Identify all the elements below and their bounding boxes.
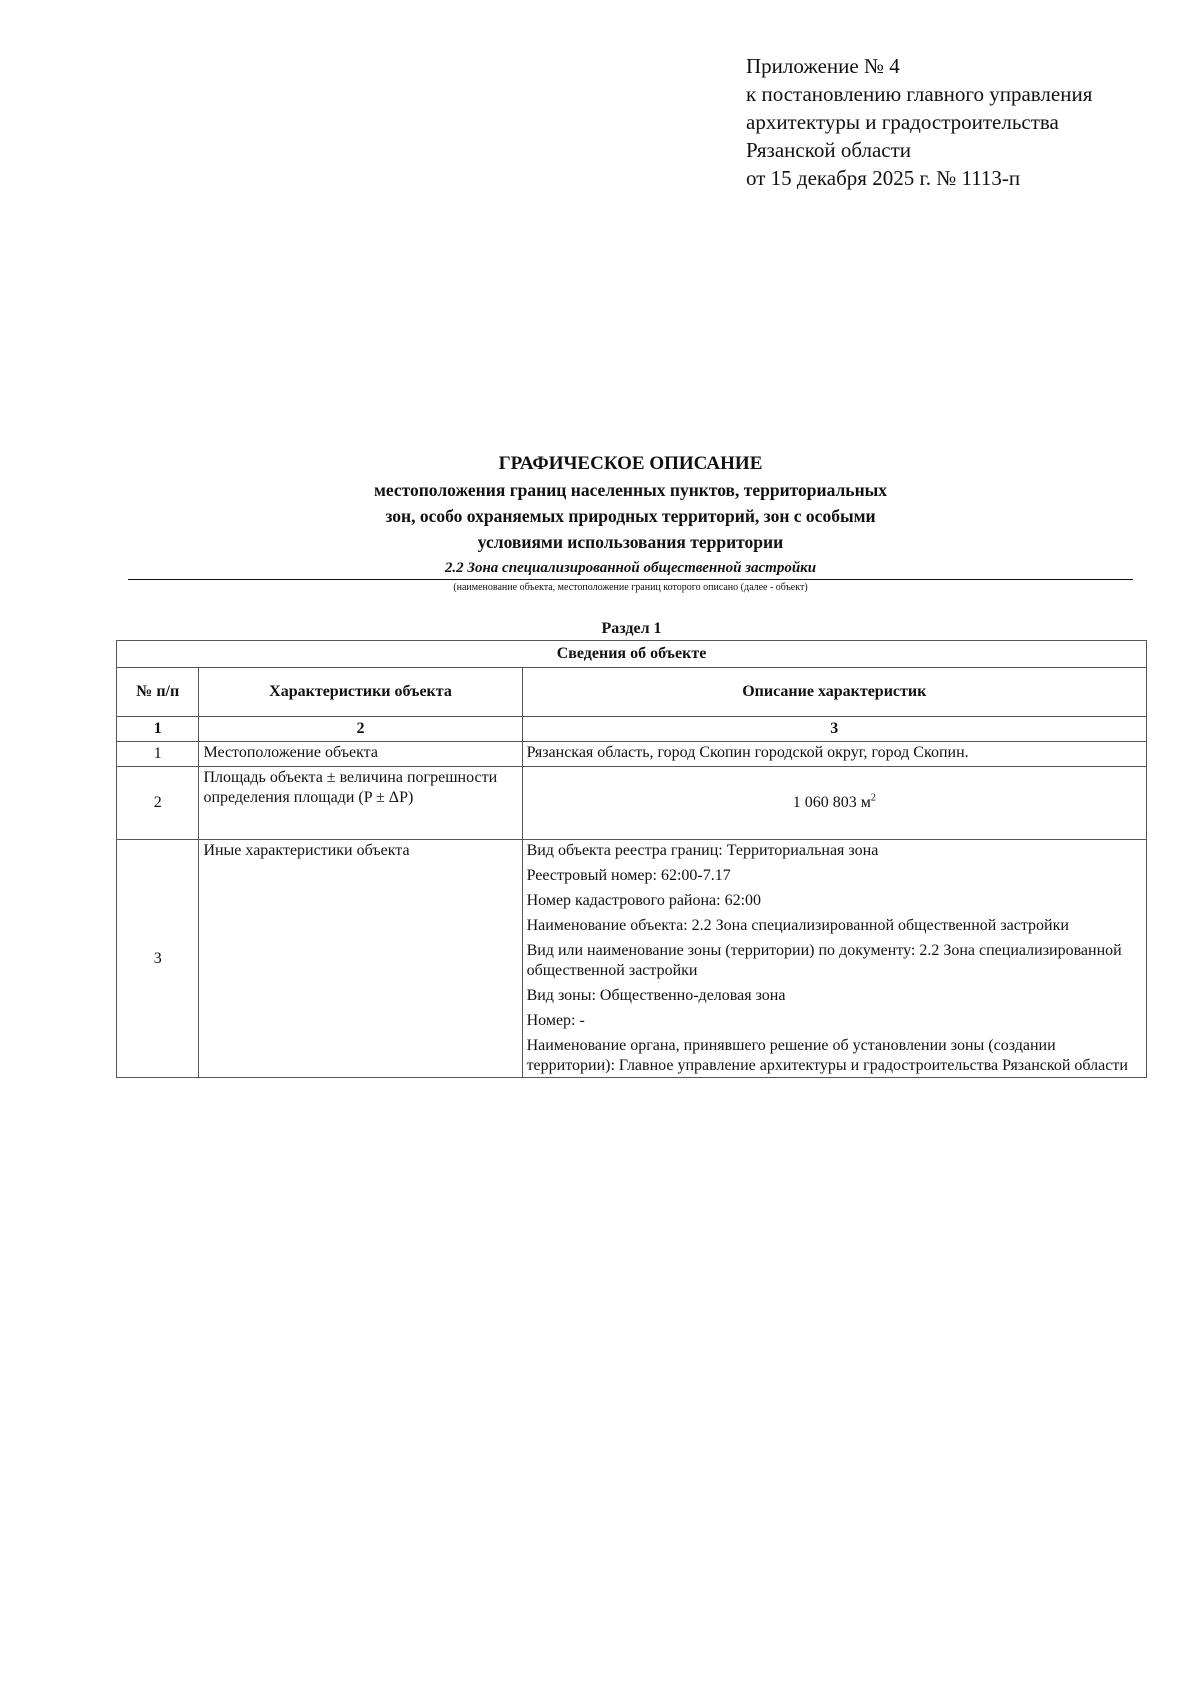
table-header-row [117, 668, 1147, 717]
column-header-number: № п/п [117, 668, 199, 717]
table-row [117, 742, 1147, 767]
column-header-description: Описание характеристик [522, 668, 1146, 717]
document-subtitle-line: местоположения границ населенных пунктов, территориальных [373, 480, 888, 500]
row-characteristic: Местоположение объекта [199, 742, 522, 767]
description-line: Вид или наименование зоны (территории) по документу: 2.2 Зона специализированной общественной застройки [526, 942, 1122, 979]
document-title: ГРАФИЧЕСКОЕ ОПИСАНИЕ [498, 453, 763, 474]
object-info-table [116, 640, 1147, 1078]
row-number: 2 [117, 767, 199, 840]
description-line: Наименование органа, принявшего решение об установлении зоны (создании территории): Главное управление архитектуры и градостроительства Рязанской области [526, 1037, 1128, 1074]
object-name-caption: (наименование объекта, местоположение границ которого описано (далее - объект) [453, 582, 808, 593]
description-line: Наименование объекта: 2.2 Зона специализированной общественной застройки [526, 917, 1069, 934]
appendix-line: к постановлению главного управления [746, 82, 1093, 106]
column-number: 1 [117, 717, 199, 742]
table-row [117, 840, 1147, 1078]
document-subtitle-line: зон, особо охраняемых природных территорий, зон с особыми [385, 506, 876, 526]
document-subtitle-line: условиями использования территории [477, 532, 784, 552]
appendix-line: Приложение № 4 [746, 54, 900, 78]
row-description [522, 840, 1146, 1078]
table-title: Сведения об объекте [117, 641, 1147, 668]
row-characteristic: Иные характеристики объекта [199, 840, 522, 1078]
table-row [117, 767, 1147, 840]
column-header-characteristic: Характеристики объекта [199, 668, 522, 717]
column-number: 2 [199, 717, 522, 742]
appendix-header [746, 52, 1092, 192]
object-name: 2.2 Зона специализированной общественной застройки [444, 560, 817, 576]
row-characteristic: Площадь объекта ± величина погрешности определения площади (P ± ΔP) [199, 767, 522, 840]
area-unit-superscript: 2 [870, 792, 876, 804]
column-number: 3 [522, 717, 1146, 742]
row-number: 3 [117, 840, 199, 1078]
row-number: 1 [117, 742, 199, 767]
row-description [522, 767, 1146, 840]
appendix-line: Рязанской области [746, 138, 912, 162]
description-line: Номер кадастрового района: 62:00 [526, 892, 762, 909]
table-title-row [117, 641, 1147, 668]
column-numbers-row [117, 717, 1147, 742]
description-line: Реестровый номер: 62:00-7.17 [526, 867, 731, 884]
appendix-line: архитектуры и градостроительства [746, 110, 1059, 134]
object-name-underline [128, 579, 1133, 580]
description-line: Номер: - [526, 1012, 585, 1029]
document-title-block [128, 451, 1133, 595]
description-line: Вид объекта реестра границ: Территориальная зона [526, 842, 879, 859]
appendix-line: от 15 декабря 2025 г. № 1113-п [746, 166, 1021, 190]
area-value: 1 060 803 м [792, 794, 871, 811]
row-description: Рязанская область, город Скопин городской округ, город Скопин. [522, 742, 1146, 767]
section-title: Раздел 1 [601, 620, 662, 637]
description-line: Вид зоны: Общественно-деловая зона [526, 987, 786, 1004]
